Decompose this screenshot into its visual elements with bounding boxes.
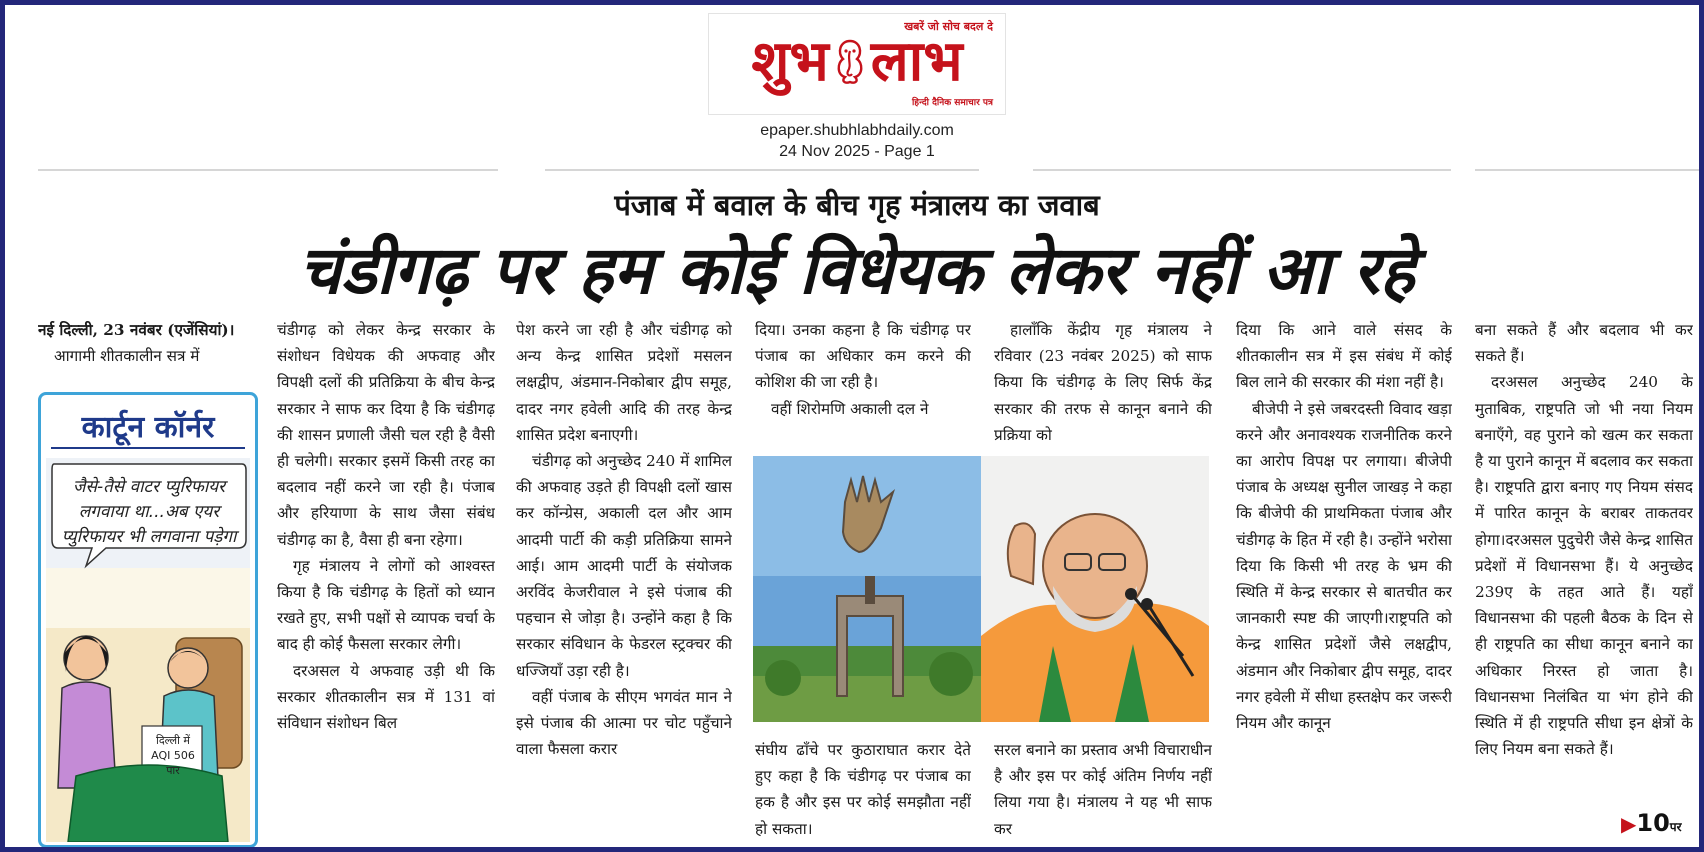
story-paragraph: दिया। उनका कहना है कि चंडीगढ़ पर पंजाब का अधिकार कम करने की कोशिश की जा रही है। <box>755 321 971 392</box>
story-column-5-bottom <box>994 737 1212 849</box>
story-photo[interactable] <box>753 456 1209 722</box>
story-column-7 <box>1475 317 1693 807</box>
logo-word-shubh: शुभ <box>751 28 829 94</box>
story-paragraph: वहीं पंजाब के सीएम भगवंत मान ने इसे पंजाब की आत्मा पर चोट पहुँचाने वाला फैसला करार <box>516 687 732 759</box>
story-column-4-top <box>755 317 971 449</box>
story-paragraph: आगामी शीतकालीन सत्र में <box>54 347 200 366</box>
newspaper-logo <box>717 28 997 94</box>
story-paragraph: चंडीगढ़ को लेकर केन्द्र सरकार के संशोधन विधेयक की अफवाह और विपक्षी दलों की प्रतिक्रिया के बीच केन्द्र सरकार ने साफ कर दिया है कि चंडीगढ़ की शासन प्रणाली जैसी चल रही है वैसी ही चलेगी। सरकार इसमें किसी तरह का बदलाव नहीं करने जा रही है। पंजाब और हरियाणा के साथ जैसा संबंध चंडीगढ़ का है, वैसा ही बना रहेगा। <box>277 321 495 549</box>
header-divider <box>38 169 498 171</box>
story-paragraph: हालाँकि केंद्रीय गृह मंत्रालय ने रविवार (23 नवंबर 2025) को साफ किया कि चंडीगढ़ के लिए सिर्फ केंद्र सरकार की तरफ से कानून बनाने की प्रक्रिया को <box>994 321 1212 444</box>
story-paragraph: संघीय ढाँचे पर कुठाराघात करार देते हुए कहा है कि चंडीगढ़ पर पंजाब का हक है और इस पर कोई समझौता नहीं हो सकता। <box>755 741 971 838</box>
ganesha-icon <box>831 37 869 85</box>
story-kicker: पंजाब में बवाल के बीच गृह मंत्रालय का जवाब <box>614 188 1100 222</box>
edition-date-page: 24 Nov 2025 - Page 1 <box>779 143 935 160</box>
story-paragraph: वहीं शिरोमणि अकाली दल ने <box>771 399 929 418</box>
play-arrow-icon: ▶ <box>1621 812 1637 836</box>
story-paragraph: सरल बनाने का प्रस्ताव अभी विचाराधीन है और इस पर कोई अंतिम निर्णय नहीं लिया गया है। मंत्रालय ने यह भी साफ कर <box>994 741 1212 838</box>
story-dateline: नई दिल्ली, 23 नवंबर (एजेंसियां)। <box>38 321 235 339</box>
continued-on-page-link[interactable] <box>1621 809 1682 837</box>
masthead-tagline: खबरें जो सोच बदल दे <box>904 20 993 33</box>
story-paragraph: बीजेपी ने इसे जबरदस्ती विवाद खड़ा करने और अनावश्यक राजनीतिक करने का आरोप विपक्ष पर लगाया। बीजेपी पंजाब के अध्यक्ष सुनील जाखड़ ने कहा कि बीजेपी की प्राथमिकता पंजाब और चंडीगढ़ के हित में रही है। उन्होंने भरोसा दिया कि किसी भी तरह के भ्रम की स्थिति में केन्द्र सरकार से बातचीत कर जानकारी स्पष्ट की जाएगी।राष्ट्रपति को केन्द्र शासित प्रदेशों जैसे लक्षद्वीप, अंडमान और निकोबार द्वीप समूह, दादर नगर हवेली में सीधा हस्तक्षेप कर जरूरी नियम और कानून <box>1236 399 1452 733</box>
story-paragraph: दरअसल अनुच्छेद 240 के मुताबिक, राष्ट्रपति जो भी नया नियम बनाएँगे, वह पुराने को खत्म कर सकता है या पुराने कानून में बदलाव कर सकता है। राष्ट्रपति द्वारा बनाए गए नियम संसद में पारित कानून के बराबर ताकतवर होगा।दरअसल पुदुचेरी जैसे केन्द्र शासित प्रदेशों में विधानसभा हैं। ये अनुच्छेद 239ए के तहत आते हैं। यहाँ विधानसभा की पहली बैठक के दिन से ही राष्ट्रपति का सीधा कानून बनाने का अधिकार निरस्त हो जाता है। विधानसभा निलंबित या भंग होने की स्थिति में ही राष्ट्रपति सीधा इन क्षेत्रों के लिए नियम बना सकते हैं। <box>1475 373 1693 759</box>
story-column-3 <box>516 317 732 849</box>
cartoon-corner[interactable] <box>38 392 258 848</box>
header-divider <box>1475 169 1704 171</box>
continued-page-number: 10 <box>1636 809 1670 837</box>
logo-word-labh: लाभ <box>870 28 963 94</box>
header-divider <box>1033 169 1451 171</box>
story-column-2 <box>277 317 495 849</box>
continued-page-suffix: पर <box>1669 820 1682 834</box>
story-paragraph: दरअसल ये अफवाह उड़ी थी कि सरकार शीतकालीन सत्र में 131 वां संविधान संशोधन बिल <box>277 661 495 733</box>
cartoon-title-underline <box>51 447 245 449</box>
story-paragraph: गृह मंत्रालय ने लोगों को आश्वस्त किया है कि चंडीगढ़ के हितों को ध्यान रखते हुए, सभी पक्षों से व्यापक चर्चा के बाद ही कोई फैसला सरकार लेगी। <box>277 556 495 654</box>
story-column-1 <box>38 317 253 377</box>
site-url[interactable]: epaper.shubhlabhdaily.com <box>760 122 954 139</box>
header-divider <box>545 169 979 171</box>
story-column-4-bottom <box>755 737 971 849</box>
story-paragraph: चंडीगढ़ को अनुच्छेद 240 में शामिल की अफवाह उड़ते ही विपक्षी दलों खास कर कॉन्ग्रेस, अकाली दल और आम आदमी पार्टी की कड़ी प्रतिक्रिया सामने आई। आम आदमी पार्टी के संयोजक अरविंद केजरीवाल ने इसे पंजाब की पहचान से जोड़ा है। उन्होंने कहा है कि सरकार संविधान के फेडरल स्ट्रक्चर की धज्जियाँ उड़ा रही है। <box>516 452 732 680</box>
story-paragraph: बना सकते हैं और बदलाव भी कर सकते हैं। <box>1475 321 1693 366</box>
masthead-subtagline: हिन्दी दैनिक समाचार पत्र <box>911 98 993 108</box>
story-column-5-top <box>994 317 1212 449</box>
masthead[interactable] <box>708 13 1006 115</box>
story-paragraph: दिया कि आने वाले संसद के शीतकालीन सत्र में इस संबंध में कोई बिल लाने की सरकार की मंशा नहीं है। <box>1236 321 1452 392</box>
story-paragraph: पेश करने जा रही है और चंडीगढ़ को अन्य केन्द्र शासित प्रदेशों मसलन लक्षद्वीप, अंडमान-निकोबार द्वीप समूह, दादर नगर हवेली आदि की तरह केन्द्र शासित प्रदेश बनाएगी। <box>516 321 732 444</box>
story-column-6 <box>1236 317 1452 849</box>
cartoon-title: कार्टून कॉर्नर <box>81 410 215 445</box>
cartoon-speech-bubble: जैसे-तैसे वाटर प्युरिफायर लगवाया था...अब एयर प्युरिफायर भी लगवाना पड़ेगा <box>61 477 237 547</box>
cartoon-newspaper-text: दिल्ली में AQI 506 पार <box>151 734 195 777</box>
story-headline: चंडीगढ़ पर हम कोई विधेयक लेकर नहीं आ रहे <box>299 232 1415 309</box>
